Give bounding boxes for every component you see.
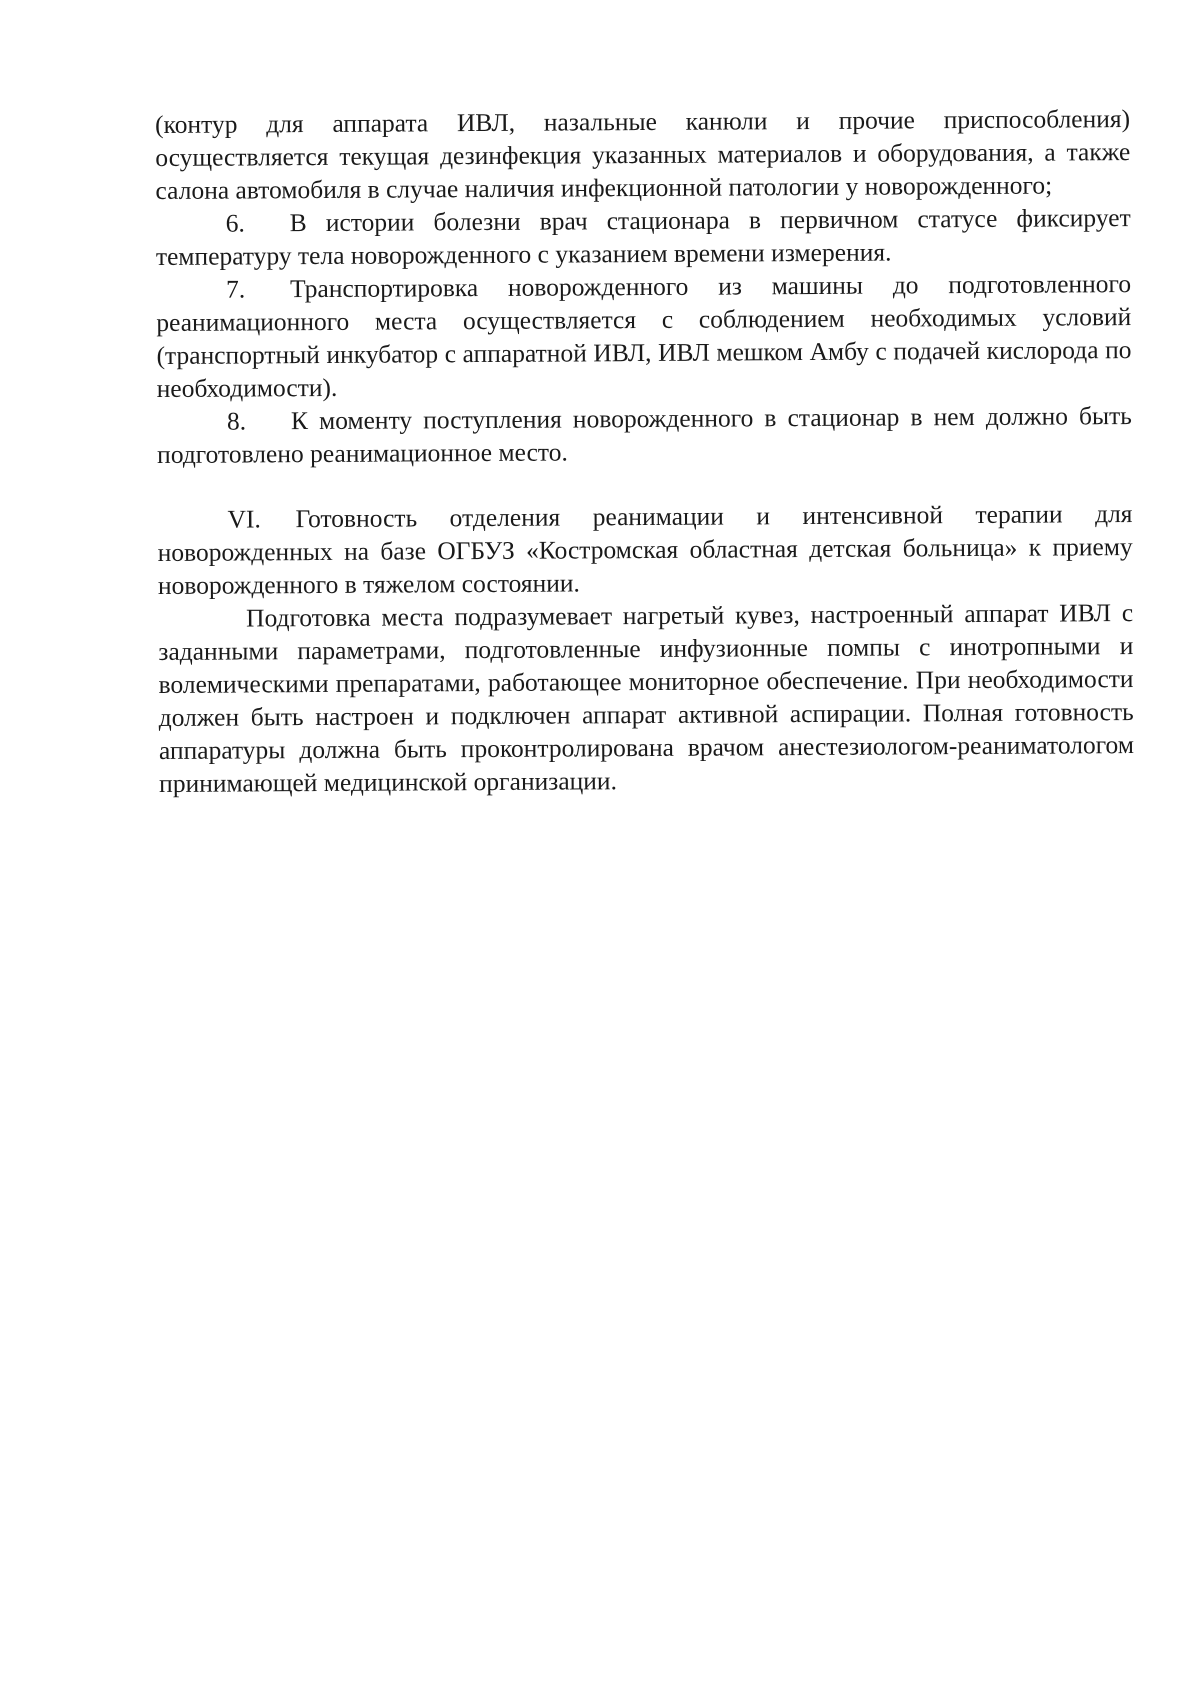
section-6-body — [158, 596, 1134, 800]
section-6-title: Готовность отделения реанимации и интенсивной терапии для новорожденных на базе ОГБУЗ «Костромская областная детская больница» к приему новорожденного в тяжелом состоянии. — [157, 499, 1133, 600]
paragraph-indent — [158, 626, 246, 627]
section-6-heading — [157, 497, 1133, 602]
list-item-6-text: В истории болезни врач стационара в первичном статусе фиксирует температуру тела новорожденного с указанием времени измерения. — [155, 203, 1131, 271]
document-body — [155, 102, 1134, 800]
list-item-7-text: Транспортировка новорожденного из машины до подготовленного реанимационного места осуществляется с соблюдением необходимых условий (транспортный инкубатор с аппаратной ИВЛ, ИВЛ мешком Амбу с подачей кислорода по необходимости). — [156, 269, 1132, 403]
list-item-8 — [157, 399, 1132, 471]
continuation-paragraph: (контур для аппарата ИВЛ, назальные канюли и прочие приспособления) осуществляется текущая дезинфекция указанных материалов и оборудования, а также салона автомобиля в случае наличия инфекционной патологии у новорожденного; — [155, 104, 1131, 205]
list-item-6 — [156, 201, 1131, 273]
list-item-8-text: К моменту поступления новорожденного в стационар в нем должно быть подготовлено реанимационное место. — [157, 401, 1132, 469]
section-6-body-text: Подготовка места подразумевает нагретый кувез, настроенный аппарат ИВЛ с заданными параметрами, подготовленные инфузионные помпы с инотропными и волемическими препаратами, работающее мониторное обеспечение. При необходимости должен быть настроен и подключен аппарат активной аспирации. Полная готовность аппаратуры должна быть проконтролирована врачом анестезиологом-реаниматологом принимающей медицинской организации. — [158, 598, 1134, 798]
list-item-7 — [156, 267, 1132, 405]
list-item-6-number: 6. — [225, 208, 245, 238]
list-item-8-number: 8. — [226, 406, 247, 436]
list-item-7-number: 7. — [226, 274, 246, 304]
section-6-number: VI. — [227, 504, 261, 534]
